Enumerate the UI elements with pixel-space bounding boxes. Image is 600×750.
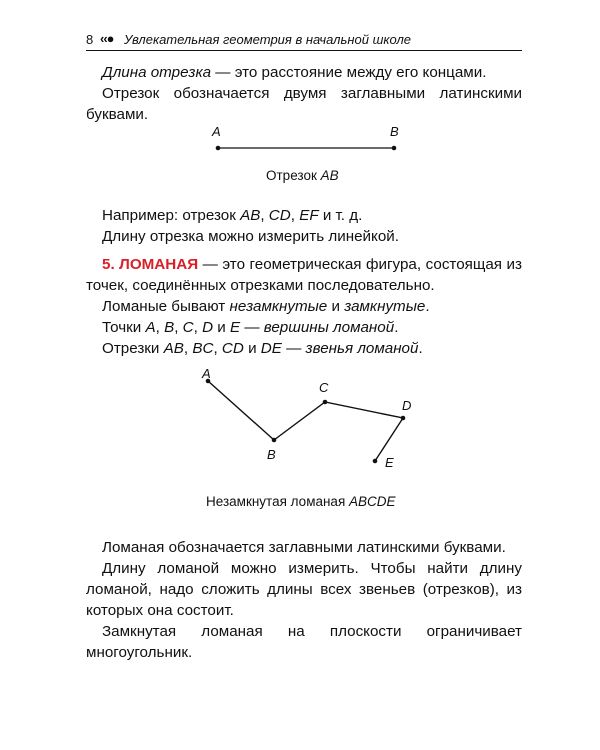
vertex-b [272, 438, 277, 443]
paragraph-polyline-notation: Ломаная обозначается заглавными латинскими буквами. [102, 539, 506, 556]
paragraph-polyline-links: Отрезки AB, BC, CD и DE — звенья ломаной. [102, 340, 423, 357]
paragraph-segment-examples: Например: отрезок AB, CD, EF и т. д. [102, 207, 363, 224]
paragraph-polyline-length: Длину ломаной можно измерить. Чтобы найти длину ломаной, надо сложить длины всех звеньев (отрезков), из которых она состоит. [86, 560, 522, 619]
label-b: B [390, 124, 399, 139]
paragraph-segment-measure: Длину отрезка можно измерить линейкой. [102, 228, 399, 245]
term-segment-length: Длина отрезка [102, 64, 212, 81]
segment-figure [200, 122, 420, 162]
vertex-c [323, 400, 328, 405]
header-mark: ‹‹● [100, 31, 114, 46]
paragraph-polyline-types: Ломаные бывают незамкнутые и замкнутые. [102, 298, 430, 315]
vertex-e [373, 459, 378, 464]
paragraph-segment-notation: Отрезок обозначается двумя заглавными латинскими буквами. [86, 85, 522, 123]
paragraph-polyline-vertices: Точки A, B, C, D и E — вершины ломаной. [102, 319, 399, 336]
polyline-figure [190, 360, 430, 480]
running-header [86, 32, 522, 51]
vertex-label-d: D [402, 398, 412, 413]
paragraph-polyline-definition: 5. ЛОМАНАЯ — это геометрическая фигура, состоящая из точек, соединённых отрезками последовательно. [86, 256, 522, 294]
vertex-label-e: E [385, 455, 394, 470]
page-number: 8 [86, 32, 94, 47]
figure2-caption: Незамкнутая ломаная ABCDE [206, 494, 396, 509]
point-a [216, 146, 221, 151]
point-b [392, 146, 397, 151]
paragraph-closed-polyline: Замкнутая ломаная на плоскости ограничивает многоугольник. [86, 623, 522, 661]
label-a: A [212, 124, 221, 139]
vertex-d [401, 416, 406, 421]
vertex-label-a: A [202, 366, 211, 381]
section-heading: 5. ЛОМАНАЯ [102, 256, 199, 273]
book-title: Увлекательная геометрия в начальной школе [124, 32, 412, 47]
vertex-label-c: C [319, 380, 329, 395]
paragraph-segment-length: Длина отрезка — это расстояние между его концами. [102, 64, 487, 81]
vertex-label-b: B [267, 447, 276, 462]
figure1-caption: Отрезок AB [266, 168, 339, 183]
polyline-abcde [208, 381, 403, 461]
